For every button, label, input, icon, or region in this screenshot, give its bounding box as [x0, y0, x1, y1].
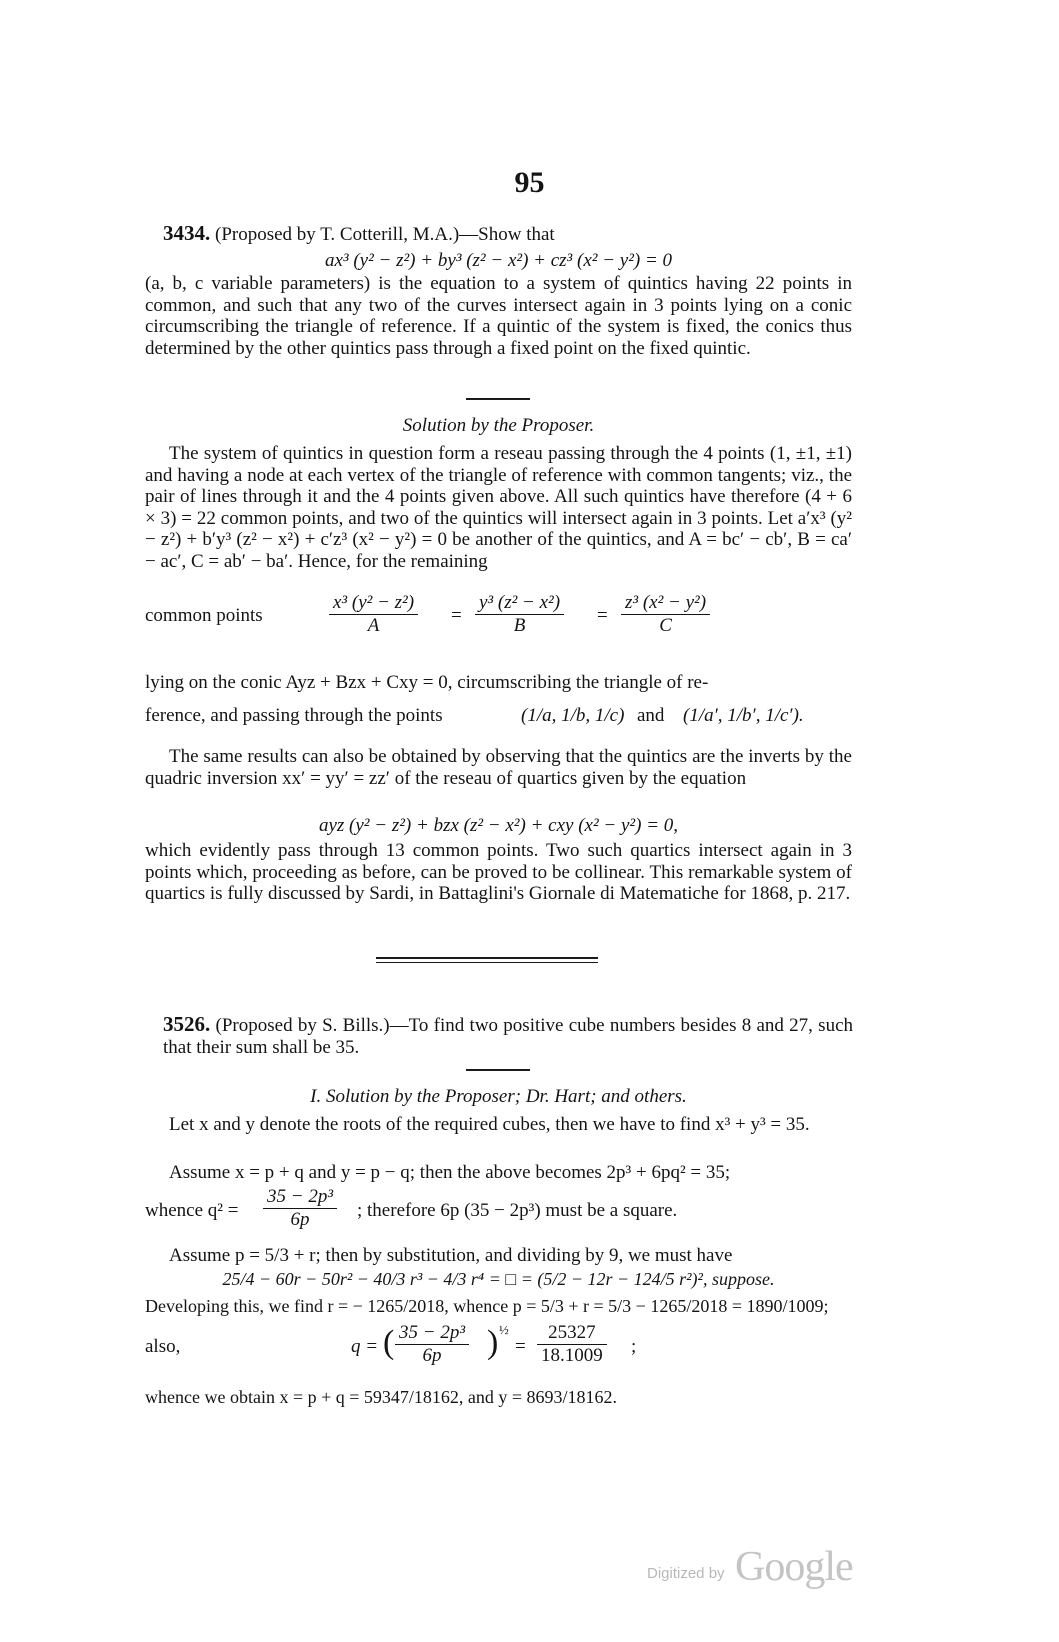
whence-label: whence q² = [145, 1200, 239, 1221]
common-points-label: common points [145, 605, 263, 626]
q2-number: 3526. [163, 1012, 211, 1036]
fraction-z [621, 592, 710, 637]
fraction-z-denominator: C [659, 615, 672, 636]
q2-line-1: Let x and y denote the roots of the required cubes, then we have to find x³ + y³ = 35. [169, 1114, 810, 1135]
fraction-y-denominator: B [513, 615, 526, 636]
and-label: and [637, 705, 665, 726]
q1-text: (a, b, c variable parameters) is the equation to a system of quintics having 22 points in common, and such that any two of the curves intersect again in 3 points lying on a conic circumscribing the triangle of reference. If a quintic of the system is fixed, the conics thus determined by the other quintics pass through a fixed point on the fixed quintic. [145, 273, 852, 359]
q2-line-8: whence we obtain x = p + q = 59347/18162, and y = 8693/18162. [145, 1387, 618, 1407]
points-line [145, 694, 852, 740]
q2-line-3 [145, 1186, 852, 1240]
q-label: q = [351, 1336, 379, 1357]
equals-1: = [451, 605, 462, 626]
equals-2: = [597, 605, 608, 626]
q2-solution-heading: I. Solution by the Proposer; Dr. Hart; and others. [310, 1086, 687, 1107]
q-squared-numerator: 35 − 2p³ [263, 1186, 337, 1209]
paren-close: ) [487, 1324, 499, 1361]
fraction-y [475, 592, 564, 637]
q-fraction [395, 1322, 469, 1367]
fraction-y-numerator: y³ (z² − x²) [475, 592, 564, 615]
therefore-text: ; therefore 6p (35 − 2p³) must be a square. [357, 1200, 678, 1221]
q-squared-denominator: 6p [290, 1209, 310, 1230]
fraction-z-numerator: z³ (x² − y²) [621, 592, 710, 615]
q2-line-6: Developing this, we find r = − 1265/2018, whence p = 5/3 + r = 5/3 − 1265/2018 = 1890/1009; [145, 1296, 829, 1316]
q1-proposer: (Proposed by T. Cotterill, M.A.)—Show that [215, 224, 555, 245]
q1-equation-2: ayz (y² − z²) + bzx (z² − x²) + cxy (x² − y²) = 0, [318, 815, 679, 836]
fraction-x-denominator: A [367, 615, 380, 636]
point-1: (1/a, 1/b, 1/c) [521, 705, 625, 726]
q1-header [163, 223, 853, 246]
q1-solution-paragraph-4: which evidently pass through 13 common points. Two such quartics intersect again in 3 points which, proceeding as before, can be proved to be collinear. This remarkable system of quartics is fully discussed by Sardi, in Battaglini's Giornale di Matematiche for 1868, p. 217. [145, 840, 852, 904]
watermark-small: Digitized by [647, 1565, 725, 1582]
google-watermark [647, 1545, 867, 1595]
q2-header [163, 1014, 853, 1058]
q-denominator: 6p [422, 1345, 442, 1366]
double-rule-bottom [376, 962, 598, 963]
q2-line-2: Assume x = p + q and y = p − q; then the above becomes 2p³ + 6pq² = 35; [169, 1162, 731, 1183]
q-result-fraction [537, 1322, 607, 1367]
equals-q: = [515, 1336, 526, 1357]
q2-line-5: 25/4 − 60r − 50r² − 40/3 r³ − 4/3 r⁴ = □ = (5/2 − 12r − 124/5 r²)², suppose. [222, 1269, 775, 1289]
semicolon: ; [631, 1336, 637, 1357]
q-result-numerator: 25327 [537, 1322, 607, 1345]
q1-equation: ax³ (y² − z²) + by³ (z² − x²) + cz³ (x² − y²) = 0 [324, 250, 673, 271]
divider-short-2 [466, 1069, 530, 1071]
common-points-line [145, 592, 852, 646]
q2-line-7 [145, 1320, 852, 1376]
page-number: 95 [514, 166, 545, 199]
exponent-half: ½ [499, 1322, 509, 1337]
double-rule-top [376, 957, 598, 959]
q1-solution-paragraph-2: lying on the conic Ayz + Bzx + Cxy = 0, circumscribing the triangle of re- [145, 672, 709, 693]
q1-number: 3434. [163, 221, 211, 245]
points-text: ference, and passing through the points [145, 705, 443, 726]
q1-solution-paragraph-3: The same results can also be obtained by observing that the quintics are the inverts by the quadric inversion xx′ = yy′ = zz′ of the reseau of quartics given by the equation [145, 746, 852, 789]
q2-line-4: Assume p = 5/3 + r; then by substitution, and dividing by 9, we must have [169, 1245, 733, 1266]
divider-short [466, 398, 530, 400]
watermark-logo: Google [735, 1544, 853, 1590]
q-numerator: 35 − 2p³ [395, 1322, 469, 1345]
fraction-x-numerator: x³ (y² − z²) [329, 592, 418, 615]
q1-solution-paragraph-1: The system of quintics in question form a reseau passing through the 4 points (1, ±1, ±1) and having a node at each vertex of the triangle of reference with common tangents; viz., the pair of lines through it and the 4 points given above. All such quintics have therefore (4 + 6 × 3) = 22 common points, and two of the quintics will intersect again in 3 points. Let a′x³ (y² − z²) + b′y³ (z² − x²) + c′z³ (x² − y²) = 0 be another of the quintics, and A = bc′ − cb′, B = ca′ − ac′, C = ab′ − ba′. Hence, for the remaining [145, 443, 852, 572]
q2-proposer: (Proposed by S. Bills.)—To find two positive cube numbers besides 8 and 27, such that their sum shall be 35. [163, 1015, 854, 1058]
q-squared-fraction [263, 1186, 337, 1231]
paren-open: ( [383, 1324, 395, 1361]
point-2: (1/a′, 1/b′, 1/c′). [683, 705, 804, 726]
q1-solution-heading: Solution by the Proposer. [402, 415, 595, 436]
fraction-x [329, 592, 418, 637]
also-label: also, [145, 1336, 181, 1357]
q-result-denominator: 18.1009 [541, 1345, 603, 1366]
